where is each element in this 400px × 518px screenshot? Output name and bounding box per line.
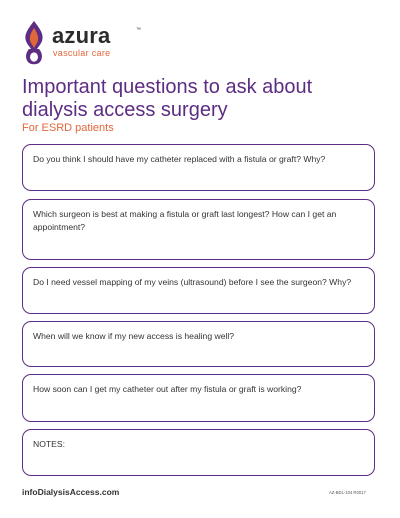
notes-box[interactable]: NOTES: [22,429,375,476]
question-box-3[interactable]: Do I need vessel mapping of my veins (ultrasound) before I see the surgeon? Why? [22,267,375,314]
brand-tagline: vascular care [53,48,111,58]
brand-logo [22,20,142,68]
page-subtitle: For ESRD patients [22,122,114,134]
page-title: Important questions to ask about dialysis access surgery [22,76,313,121]
question-box-5[interactable]: How soon can I get my catheter out after my fistula or graft is working? [22,374,375,422]
footer-url: infoDialysisAccess.com [22,487,120,497]
azura-drop-icon [22,20,46,66]
question-box-1[interactable]: Do you think I should have my catheter replaced with a fistula or graft? Why? [22,144,375,191]
trademark-symbol: ™ [136,27,141,33]
question-box-4[interactable]: When will we know if my new access is healing well? [22,321,375,367]
question-box-2[interactable]: Which surgeon is best at making a fistula or graft last longest? How can I get an appointment? [22,199,375,260]
document-code: AZ-BDL-104 R0017 [329,490,366,495]
brand-name: azura [52,23,111,48]
